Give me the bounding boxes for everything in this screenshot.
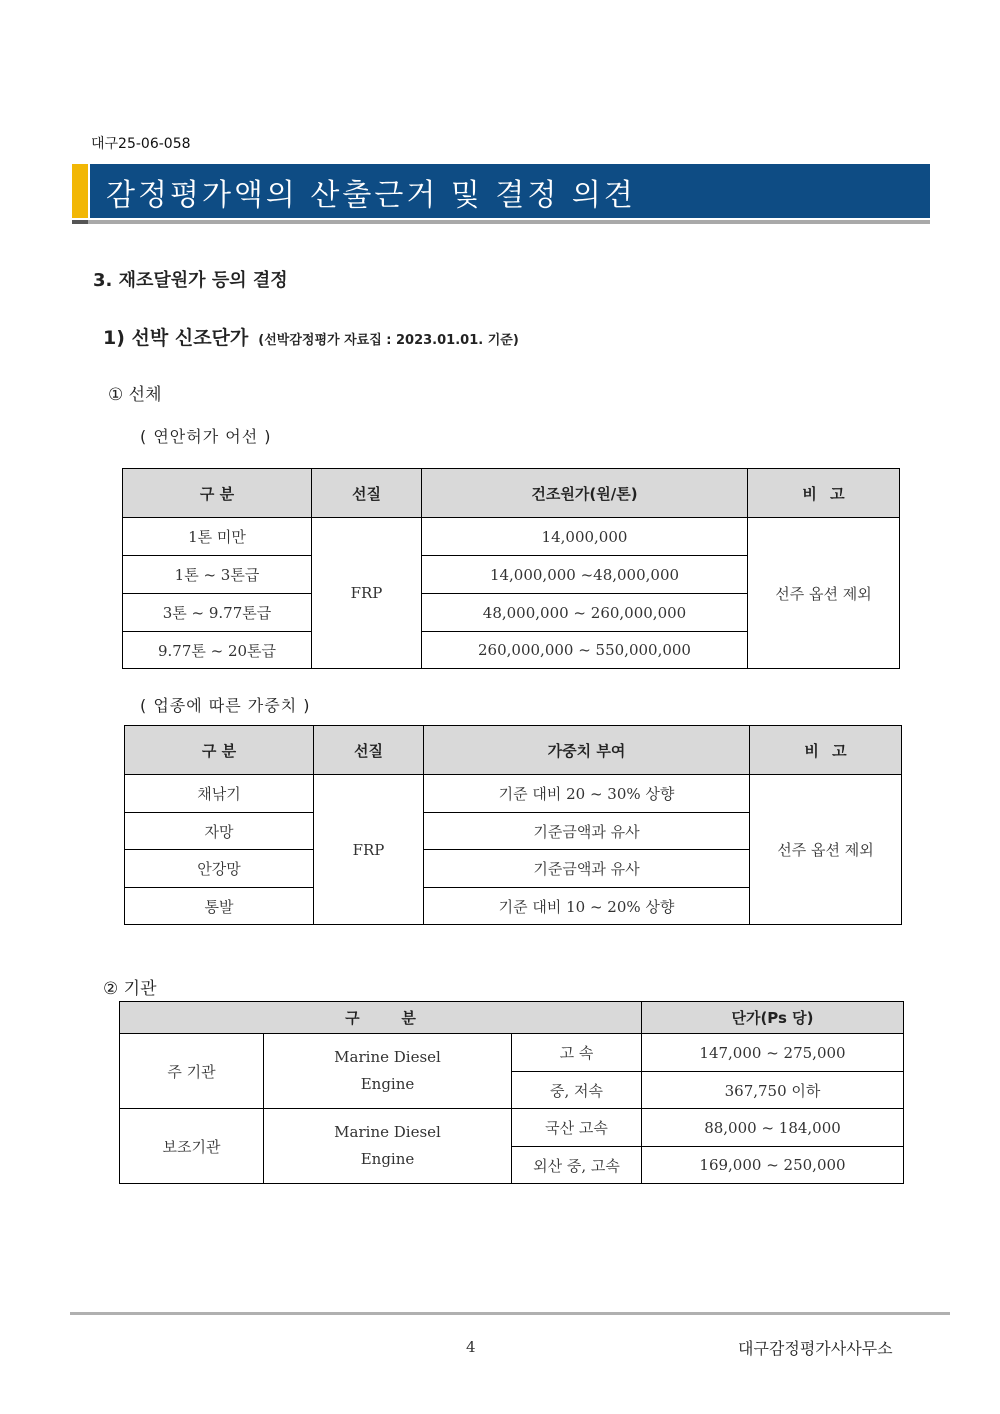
row-cost: 14,000,000 ~48,000,000 <box>422 556 748 594</box>
row-price: 367,750 이하 <box>642 1072 904 1109</box>
header-cost: 건조원가(원/톤) <box>422 469 748 518</box>
row-weight: 기준 대비 20 ~ 30% 상향 <box>424 775 750 813</box>
row-price: 169,000 ~ 250,000 <box>642 1147 904 1184</box>
table-row <box>123 518 900 556</box>
header-remark: 비 고 <box>750 726 902 775</box>
hull-cost-table <box>122 468 900 669</box>
row-category: 자망 <box>125 813 314 850</box>
row-category: 안강망 <box>125 850 314 888</box>
fishery-weight-table <box>124 725 902 925</box>
office-name: 대구감정평가사사무소 <box>738 1339 893 1358</box>
sub-heading <box>103 323 519 350</box>
title-accent-bar <box>72 164 88 218</box>
engine-type-line1: Marine Diesel <box>334 1048 441 1066</box>
engine-price-table <box>119 1001 904 1184</box>
hull-label: ① 선체 <box>108 385 162 405</box>
header-weight: 가중치 부여 <box>424 726 750 775</box>
row-category: 채낚기 <box>125 775 314 813</box>
document-id: 대구25-06-058 <box>91 136 191 152</box>
table1-caption: ( 연안허가 어선 ) <box>140 427 272 446</box>
row-cost: 14,000,000 <box>422 518 748 556</box>
row-cost: 260,000,000 ~ 550,000,000 <box>422 632 748 669</box>
remark-cell: 선주 옵션 제외 <box>750 775 902 925</box>
row-category: 1톤 미만 <box>123 518 312 556</box>
table-row <box>120 1109 904 1147</box>
engine-type-line2: Engine <box>360 1075 415 1093</box>
title-banner <box>72 164 930 218</box>
row-price: 88,000 ~ 184,000 <box>642 1109 904 1147</box>
engine-type-line2: Engine <box>360 1150 415 1168</box>
row-cost: 48,000,000 ~ 260,000,000 <box>422 594 748 632</box>
row-category: 3톤 ~ 9.77톤급 <box>123 594 312 632</box>
remark-cell: 선주 옵션 제외 <box>748 518 900 669</box>
table-header-row <box>123 469 900 518</box>
table-header-row <box>125 726 902 775</box>
page-title: 감정평가액의 산출근거 및 결정 의견 <box>106 178 636 213</box>
row-weight: 기준 대비 10 ~ 20% 상향 <box>424 888 750 925</box>
header-material: 선질 <box>312 469 422 518</box>
header-category: 구 분 <box>120 1002 642 1034</box>
aux-engine-name: 보조기관 <box>120 1109 264 1184</box>
row-speed: 고 속 <box>512 1034 642 1072</box>
row-speed: 국산 고속 <box>512 1109 642 1147</box>
engine-type-line1: Marine Diesel <box>334 1123 441 1141</box>
row-category: 9.77톤 ~ 20톤급 <box>123 632 312 669</box>
table2-caption: ( 업종에 따른 가중치 ) <box>140 696 311 715</box>
header-material: 선질 <box>314 726 424 775</box>
page-number: 4 <box>466 1338 476 1356</box>
footer-divider <box>70 1312 950 1315</box>
row-category: 1톤 ~ 3톤급 <box>123 556 312 594</box>
aux-engine-type <box>264 1109 512 1184</box>
header-category: 구 분 <box>125 726 314 775</box>
row-speed: 중, 저속 <box>512 1072 642 1109</box>
header-unit-price: 단가(Ps 당) <box>642 1002 904 1034</box>
row-price: 147,000 ~ 275,000 <box>642 1034 904 1072</box>
sub-heading-note: (선박감정평가 자료집 : 2023.01.01. 기준) <box>258 333 519 348</box>
table-row <box>125 775 902 813</box>
engine-label: ② 기관 <box>103 979 157 999</box>
row-speed: 외산 중, 고속 <box>512 1147 642 1184</box>
main-engine-type <box>264 1034 512 1109</box>
row-category: 통발 <box>125 888 314 925</box>
material-cell: FRP <box>314 775 424 925</box>
main-engine-name: 주 기관 <box>120 1034 264 1109</box>
sub-heading-label: 1) 선박 신조단가 <box>103 327 249 349</box>
header-category: 구 분 <box>123 469 312 518</box>
title-background <box>90 164 930 218</box>
row-weight: 기준금액과 유사 <box>424 850 750 888</box>
material-cell: FRP <box>312 518 422 669</box>
header-remark: 비 고 <box>748 469 900 518</box>
row-weight: 기준금액과 유사 <box>424 813 750 850</box>
section-heading: 3. 재조달원가 등의 결정 <box>93 270 288 291</box>
table-header-row <box>120 1002 904 1034</box>
table-row <box>120 1034 904 1072</box>
title-underline <box>72 220 930 224</box>
